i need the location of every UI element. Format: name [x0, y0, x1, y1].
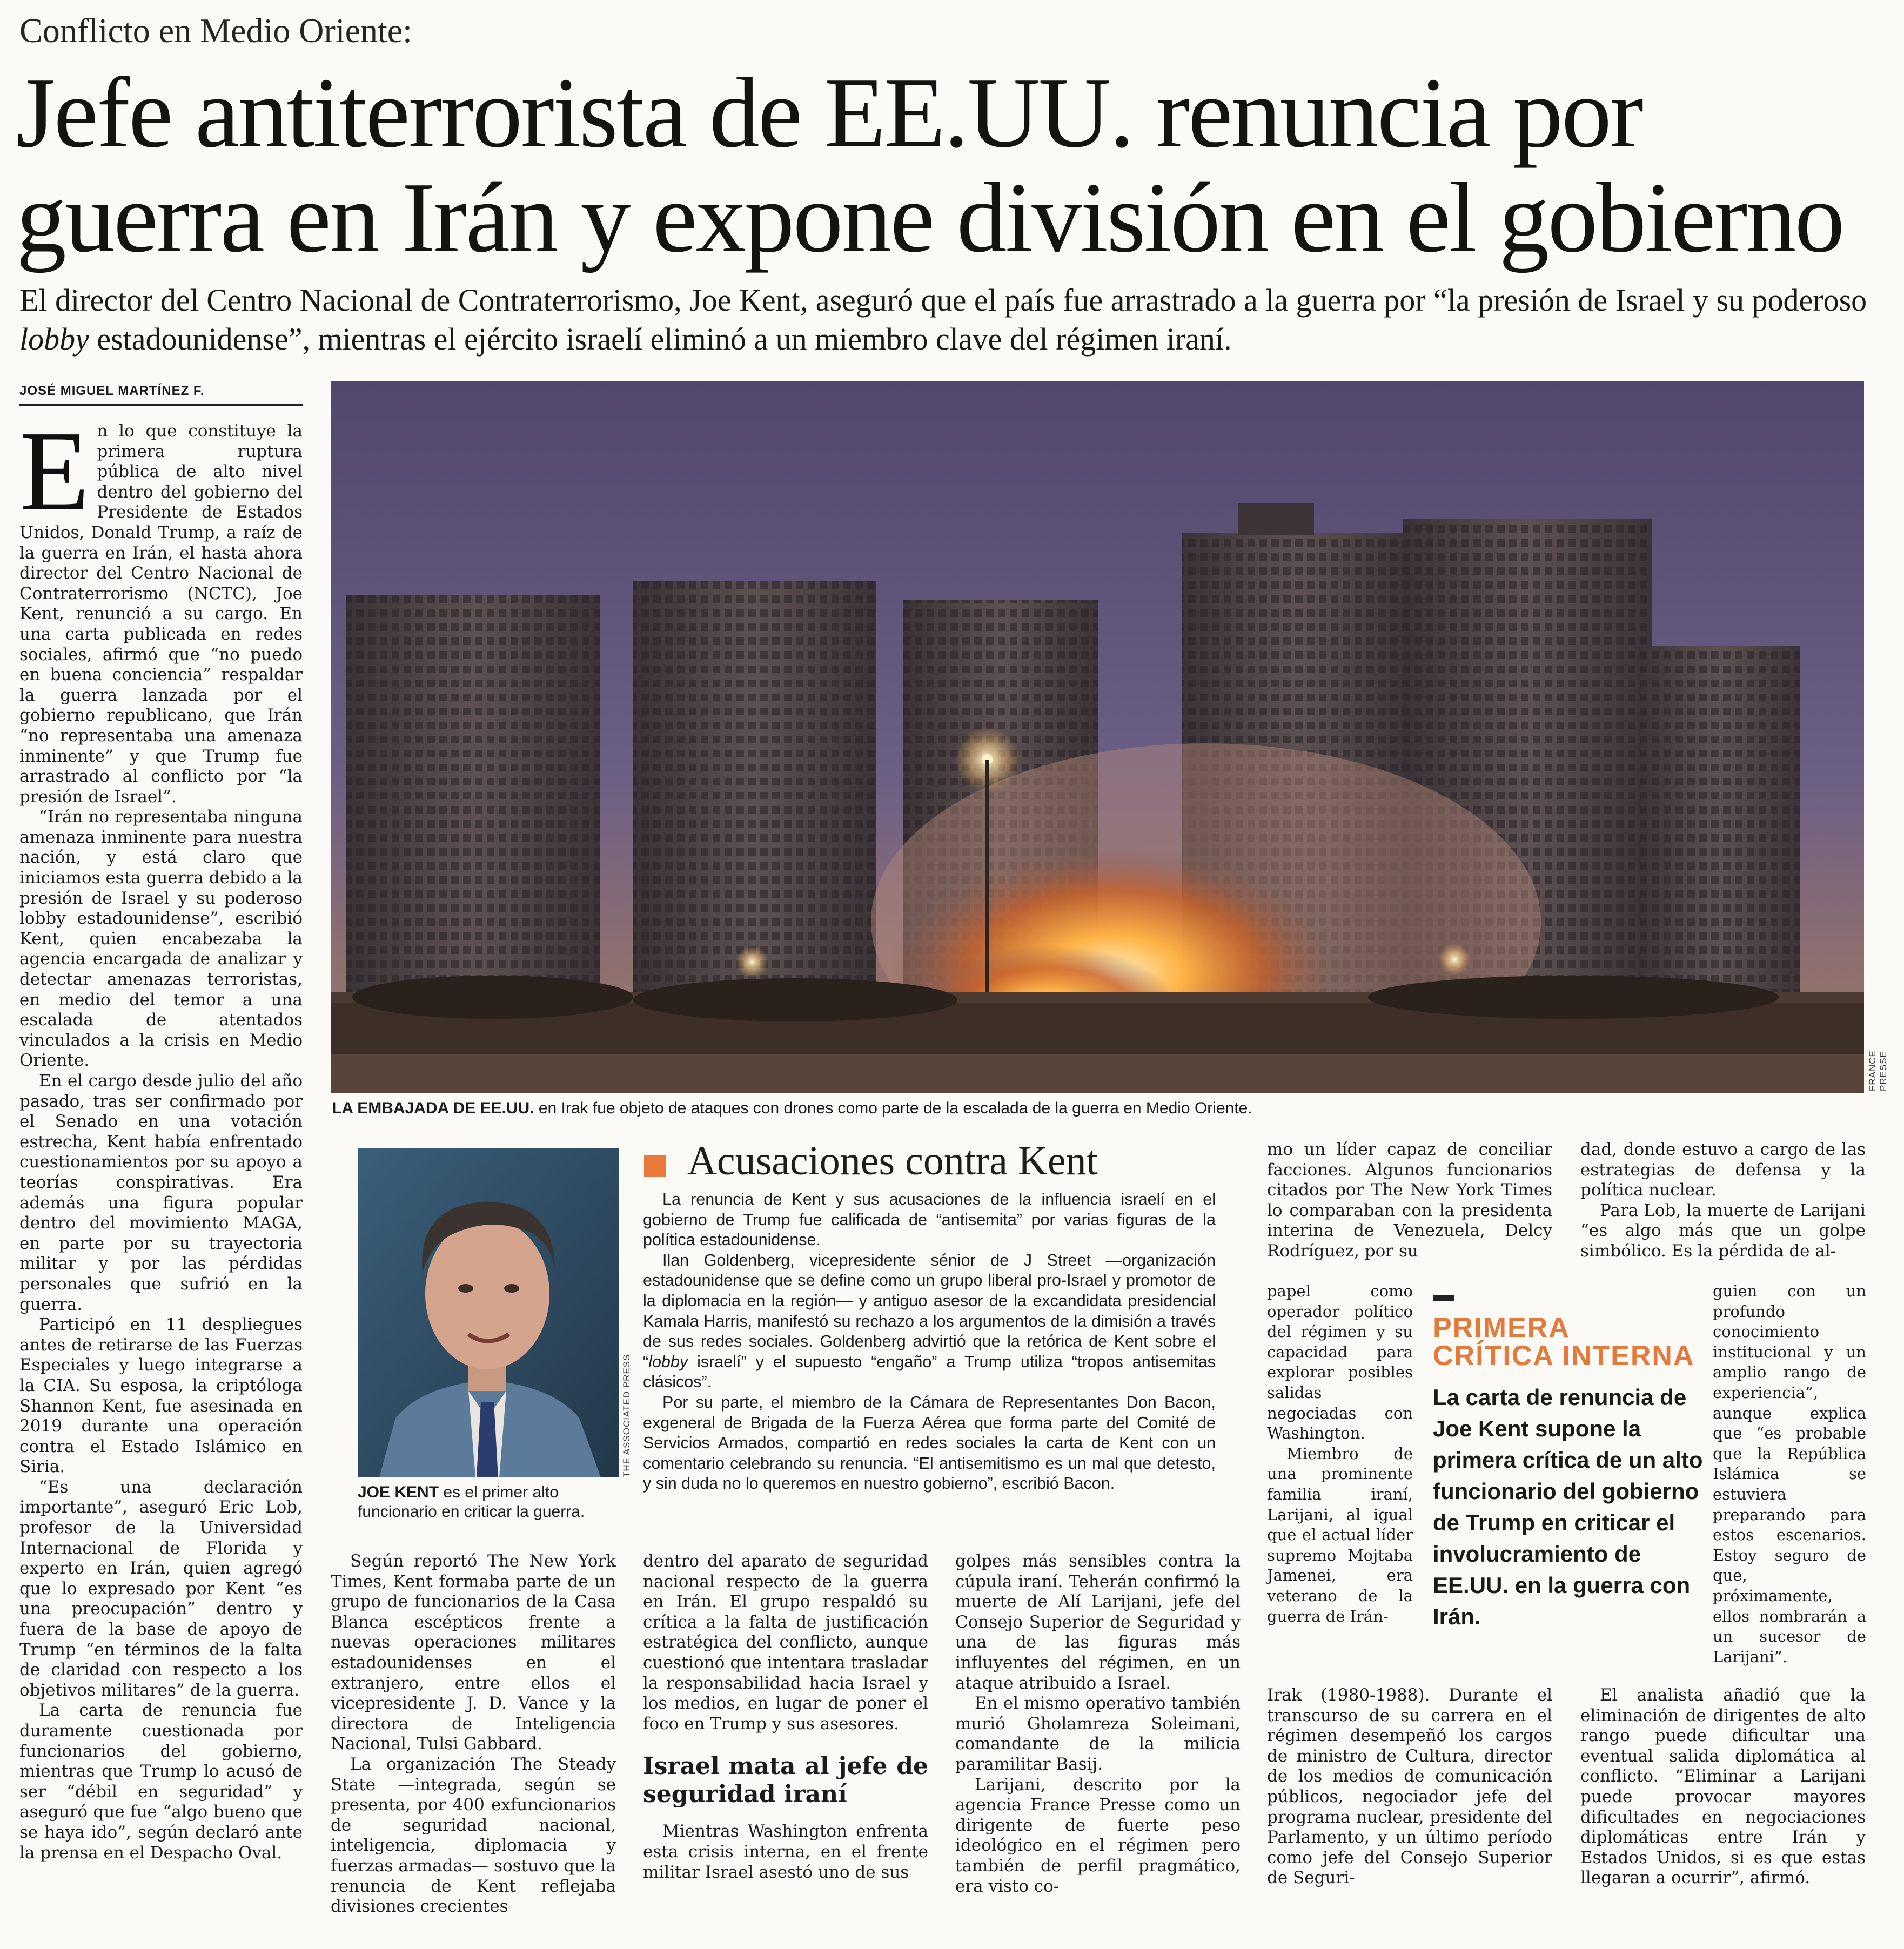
- column-4: [955, 1551, 1241, 1897]
- photo-caption: [332, 1099, 1864, 1118]
- lead-paragraph: [19, 407, 303, 807]
- deck-italic: lobby: [19, 321, 89, 357]
- portrait-illustration: [358, 1148, 619, 1477]
- headline: Jefe antiterrorista de EE.UU. renuncia por guerra en Irán y expone división en el gobierno: [16, 57, 1843, 273]
- deck: [19, 281, 1889, 359]
- body-paragraph: El analista añadió que la eliminación de dirigentes de alto rango puede dificultar una eventual salida diplomática al conflicto. “Eliminar a Larijani puede provocar mayores dificultades en negociaciones diplomáticas entre Irán y Estados Unidos, si es que estas llegaran a ocurrir”, afirmó.: [1580, 1685, 1866, 1888]
- deck-text-2: estadounidense”, mientras el ejército israelí eliminó a un miembro clave del régimen iraní.: [89, 321, 1232, 357]
- pullquote-title-line1: PRIMERA: [1433, 1312, 1570, 1343]
- sidebar-paragraph: [643, 1251, 1216, 1393]
- pullquote-rule: [1433, 1295, 1454, 1301]
- pullquote-title: [1433, 1314, 1698, 1370]
- body-paragraph: Irak (1980-1988). Durante el transcurso de su carrera en el régimen desempeñó los cargos de ministro de Cultura, director de los medios de comunicación públicos, negociador jefe del programa nuclear, presidente del Parlamento, y un último período como jefe del Consejo Superior de Seguri-: [1267, 1685, 1552, 1888]
- body-paragraph: dentro del aparato de seguridad nacional respecto de la guerra en Irán. El grupo respaldó su crítica a la falta de justificación estratégica del conflicto, aunque cuestionó que intentara trasladar la responsabilidad hacia Israel y los medios, en lugar de poner el foco en Trump y sus asesores.: [643, 1551, 928, 1733]
- body-paragraph: dad, donde estuvo a cargo de las estrategias de defensa y la política nuclear.: [1580, 1140, 1866, 1200]
- section-square-icon: [644, 1155, 666, 1177]
- sidebar-p2-b: israelí” y el supuesto “engaño” a Trump utiliza “tropos antisemitas clásicos”.: [643, 1352, 1216, 1392]
- body-paragraph: La carta de renuncia fue duramente cuestionada por funcionarios del gobierno, mientras que Trump lo acusó de ser “débil en seguridad” y aseguró que fue “algo bueno que se haya ido”, según declaró ante la prensa en el Despacho Oval.: [19, 1701, 303, 1863]
- column-5-narrow: [1267, 1281, 1413, 1627]
- sidebar-title: Acusaciones contra Kent: [687, 1138, 1098, 1184]
- section-subhead: Israel mata al jefe de seguridad iraní: [643, 1752, 928, 1809]
- portrait-caption-lead: JOE KENT: [358, 1483, 439, 1501]
- caption-lead: LA EMBAJADA DE EE.UU.: [332, 1099, 534, 1117]
- body-paragraph: “Irán no representaba ninguna amenaza inminente para nuestra nación, y está claro que iniciamos esta guerra debido a la presión de Israel y su poderoso lobby estadounidense”, escribió Kent, quien encabezaba la agencia encargada de analizar y detectar amenazas terroristas, en medio del temor a una escalada de atentados vinculados a la crisis en Medio Oriente.: [19, 807, 303, 1071]
- column-3: [643, 1551, 928, 1883]
- embassy-photo-illustration: [331, 381, 1864, 1093]
- body-paragraph: En el mismo operativo también murió Gholamreza Soleimani, comandante de la milicia paramilitar Basij.: [955, 1693, 1241, 1774]
- sidebar-p2-italic: lobby: [648, 1352, 688, 1371]
- portrait-caption-text: es el primer alto funcionario en criticar la guerra.: [358, 1483, 585, 1521]
- drop-cap: E: [19, 407, 90, 534]
- deck-text-1: El director del Centro Nacional de Contraterrorismo, Joe Kent, aseguró que el país fue arrastrado a la guerra por “la presión de Israel y su poderoso: [19, 283, 1867, 318]
- portrait-caption: [358, 1483, 619, 1522]
- body-paragraph: La organización The Steady State —integrada, según se presenta, por 400 exfuncionarios de seguridad nacional, inteligencia, diplomacia y fuerzas armadas— sostuvo que la renuncia de Kent reflejaba divisiones crecientes: [331, 1754, 616, 1917]
- body-paragraph: Miembro de una prominente familia iraní, Larijani, al igual que el actual líder supremo Mojtaba Jamenei, era veterano de la guerra de Irán-: [1267, 1444, 1413, 1625]
- caption-text: en Irak fue objeto de ataques con drones como parte de la escalada de la guerra en Medio Oriente.: [534, 1099, 1252, 1117]
- column-6-narrow: [1713, 1281, 1866, 1667]
- pullquote-text: La carta de renuncia de Joe Kent supone la primera crítica de un alto funcionario del gobierno de Trump en criticar el involucramiento de EE.UU. en la guerra con Irán.: [1433, 1385, 1703, 1629]
- embassy-photo: [331, 381, 1864, 1093]
- section-kicker: Conflicto en Medio Oriente:: [19, 11, 412, 50]
- left-column: [19, 407, 303, 1863]
- body-paragraph: golpes más sensibles contra la cúpula iraní. Teherán confirmó la muerte de Alí Larijani, jefe del Consejo Superior de Seguridad y una de las figuras más influyentes del régimen, en un ataque atribuido a Israel.: [955, 1551, 1241, 1693]
- sidebar-paragraph: Por su parte, el miembro de la Cámara de Representantes Don Bacon, exgeneral de Brigada de la Fuerza Aérea que forma parte del Comité de Servicios Armados, compartió en redes sociales la carta de Kent con un comentario celebrando su renuncia. “El antisemitismo es un mal que detesto, y sin duda no lo queremos en nuestro gobierno”, escribió Bacon.: [643, 1393, 1216, 1493]
- column-2: [331, 1551, 616, 1917]
- sidebar-p2-a: Ilan Goldenberg, vicepresidente sénior de J Street —organización estadounidense que se define como un grupo liberal pro-Israel y promotor de la diplomacia en la región— y antiguo asesor de la excandidata presidencial Kamala Harris, manifestó su rechazo a los argumentos de la dimisión a través de sus redes sociales. Goldenberg advirtió que la retórica de Kent sobre el “: [643, 1251, 1216, 1371]
- column-5-bottom: [1267, 1685, 1552, 1888]
- body-paragraph: Mientras Washington enfrenta esta crisis interna, en el frente militar Israel asestó uno de sus: [643, 1822, 928, 1882]
- column-6-bottom: [1580, 1685, 1866, 1888]
- column-5-top: [1267, 1140, 1552, 1262]
- body-paragraph: papel como operador político del régimen y su capacidad para explorar posibles salidas negociadas con Washington.: [1267, 1282, 1413, 1443]
- body-paragraph: Para Lob, la muerte de Larijani “es algo más que un golpe simbólico. Es la pérdida de al-: [1580, 1200, 1866, 1261]
- body-paragraph: “Es una declaración importante”, aseguró Eric Lob, profesor de la Universidad Internacional de Florida y experto en Irán, quien agregó que lo expresado por Kent “es una preocupación” dentro y fuera de la base de apoyo de Trump “en términos de la falta de claridad con respecto a los objetivos militares” de la guerra.: [19, 1477, 303, 1700]
- sidebar-text: [643, 1189, 1216, 1494]
- photo-credit: FRANCE PRESSE: [1867, 1050, 1888, 1091]
- portrait-credit: THE ASSOCIATED PRESS: [621, 1354, 632, 1477]
- byline: JOSÉ MIGUEL MARTÍNEZ F.: [19, 384, 303, 406]
- joe-kent-portrait: [358, 1148, 619, 1477]
- column-6-top: [1580, 1140, 1866, 1262]
- sidebar-paragraph: La renuncia de Kent y sus acusaciones de la influencia israelí en el gobierno de Trump fue calificada de “antisemita” por varias figuras de la política estadounidense.: [643, 1190, 1216, 1249]
- body-paragraph: guien con un profundo conocimiento institucional y un amplio rango de experiencia”, aunque explica que “es probable que la República Islámica se estuviera preparando para estos escenarios. Estoy seguro de que, próximamente, ellos nombrarán a un sucesor de Larijani”.: [1713, 1282, 1866, 1666]
- body-paragraph: En el cargo desde julio del año pasado, tras ser confirmado por el Senado en una votación estrecha, Kent había enfrentado cuestionamientos por su apoyo a teorías conspirativas. Era además una figura popular dentro del movimiento MAGA, en parte por su trayectoria militar y por las pérdidas personales que sufrió en la guerra.: [19, 1071, 303, 1314]
- body-paragraph: Según reportó The New York Times, Kent formaba parte de un grupo de funcionarios de la Casa Blanca escépticos frente a nuevas operaciones militares estadounidenses en el extranjero, entre ellos el vicepresidente J. D. Vance y la directora de Inteligencia Nacional, Tulsi Gabbard.: [331, 1551, 616, 1754]
- body-paragraph: mo un líder capaz de conciliar facciones. Algunos funcionarios citados por The New York Times lo comparaban con la presidenta interina de Venezuela, Delcy Rodríguez, por su: [1267, 1140, 1552, 1261]
- lead-paragraph-text: n lo que constituye la primera ruptura pública de alto nivel dentro del gobierno del Presidente de Estados Unidos, Donald Trump, a raíz de la guerra en Irán, el hasta ahora director del Centro Nacional de Contraterrorismo (NCTC), Joe Kent, renunció a su cargo. En una carta publicada en redes sociales, afirmó que “no puedo en buena conciencia” respaldar la guerra lanzada por el gobierno republicano, que Irán “no representaba una amenaza inminente” y que Trump fue arrastrado al conflicto por “la presión de Israel”.: [19, 421, 303, 807]
- pullquote-title-line2: CRÍTICA INTERNA: [1433, 1340, 1695, 1372]
- body-paragraph: Participó en 11 despliegues antes de retirarse de las Fuerzas Especiales y luego integrarse a la CIA. Su esposa, la criptóloga Shannon Kent, fue asesinada en 2019 durante una operación contra el Estado Islámico en Siria.: [19, 1315, 303, 1477]
- body-paragraph: Larijani, descrito por la agencia France Presse como un dirigente de fuerte peso ideológico en el régimen pero también de perfil pragmático, era visto co-: [955, 1775, 1241, 1896]
